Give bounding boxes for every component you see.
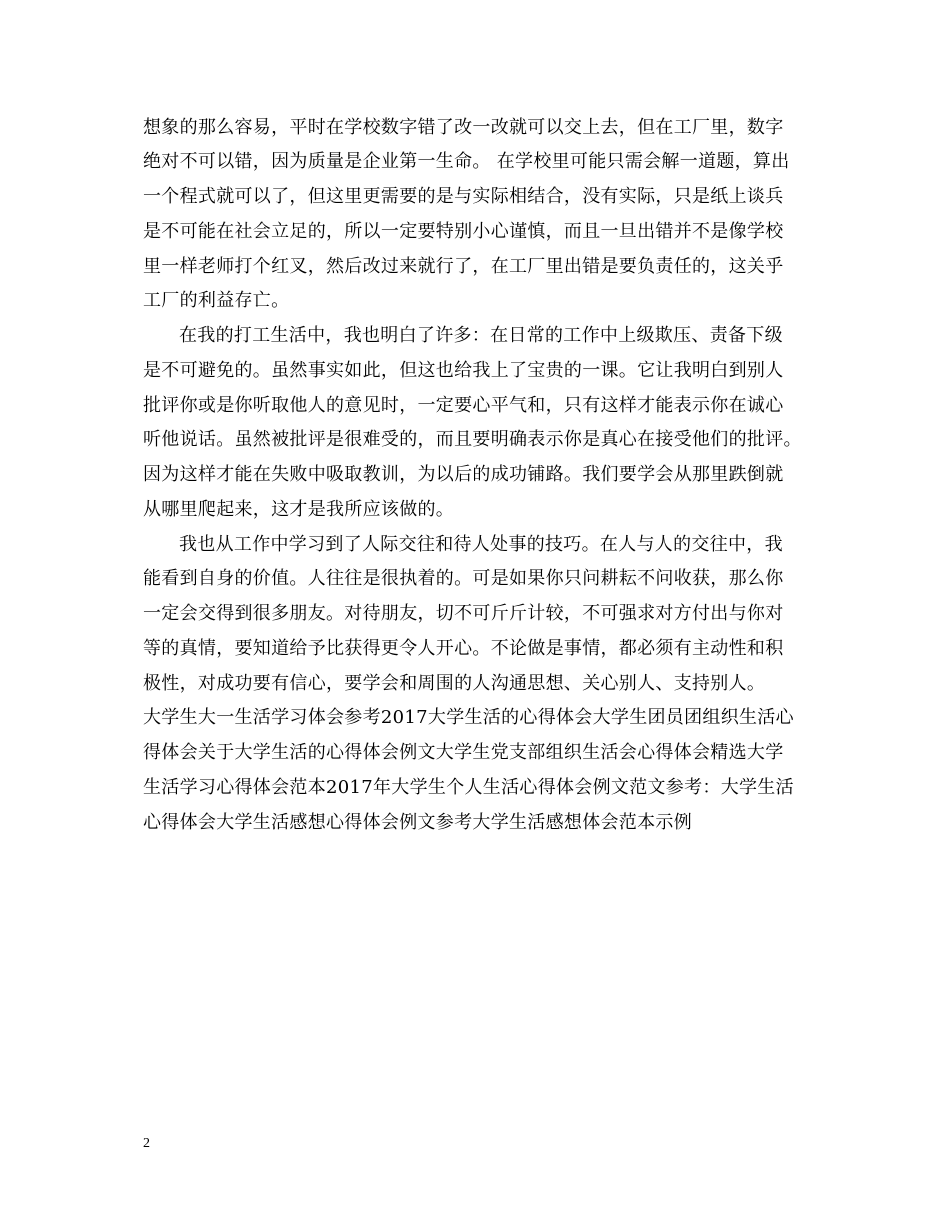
body-text-line: 一定会交得到很多朋友。对待朋友，切不可斤斤计较，不可强求对方付出与你对 <box>143 603 784 624</box>
body-text-line: 一个程式就可以了，但这里更需要的是与实际相结合，没有实际，只是纸上谈兵 <box>143 186 784 207</box>
body-text-line: 是不可避免的。虽然事实如此，但这也给我上了宝贵的一课。它让我明白到别人 <box>143 360 784 381</box>
body-text-line: 能看到自身的价值。人往往是很执着的。可是如果你只问耕耘不问收获，那么你 <box>143 568 784 589</box>
body-text-line: 等的真情，要知道给予比获得更令人开心。不论做是事情，都必须有主动性和积 <box>143 638 784 659</box>
body-text-line: 听他说话。虽然被批评是很难受的，而且要明确表示你是真心在接受他们的批评。 <box>143 429 802 450</box>
body-text-line: 从哪里爬起来，这才是我所应该做的。 <box>143 499 455 520</box>
body-text-line: 工厂的利益存亡。 <box>143 290 290 311</box>
body-text-line: 极性，对成功要有信心，要学会和周围的人沟通思想、关心别人、支持别人。 <box>143 673 766 694</box>
related-links-line: 心得体会大学生活感想心得体会例文参考大学生活感想体会范本示例 <box>143 812 692 833</box>
paragraph-first-line: 在我的打工生活中，我也明白了许多：在日常的工作中上级欺压、责备下级 <box>179 325 783 346</box>
related-links-line: 大学生大一生活学习体会参考2017大学生活的心得体会大学生团员团组织生活心 <box>143 707 794 728</box>
related-links-line: 得体会关于大学生活的心得体会例文大学生党支部组织生活会心得体会精选大学 <box>143 742 784 763</box>
body-text-line: 是不可能在社会立足的，所以一定要特别小心谨慎，而且一旦出错并不是像学校 <box>143 221 784 242</box>
paragraph-first-line: 我也从工作中学习到了人际交往和待人处事的技巧。在人与人的交往中，我 <box>179 534 783 555</box>
related-links-line: 生活学习心得体会范本2017年大学生个人生活心得体会例文范文参考：大学生活 <box>143 777 794 798</box>
body-text-line: 里一样老师打个红叉，然后改过来就行了，在工厂里出错是要负责任的，这关乎 <box>143 256 784 277</box>
body-text-line: 想象的那么容易，平时在学校数字错了改一改就可以交上去，但在工厂里，数字 <box>143 117 784 138</box>
body-text-line: 绝对不可以错，因为质量是企业第一生命。 在学校里可能只需会解一道题，算出 <box>143 151 790 172</box>
body-text-line: 因为这样才能在失败中吸取教训，为以后的成功铺路。我们要学会从那里跌倒就 <box>143 464 784 485</box>
page-number: 2 <box>143 1136 150 1151</box>
body-text-line: 批评你或是你听取他人的意见时，一定要心平气和，只有这样才能表示你在诚心 <box>143 395 784 416</box>
